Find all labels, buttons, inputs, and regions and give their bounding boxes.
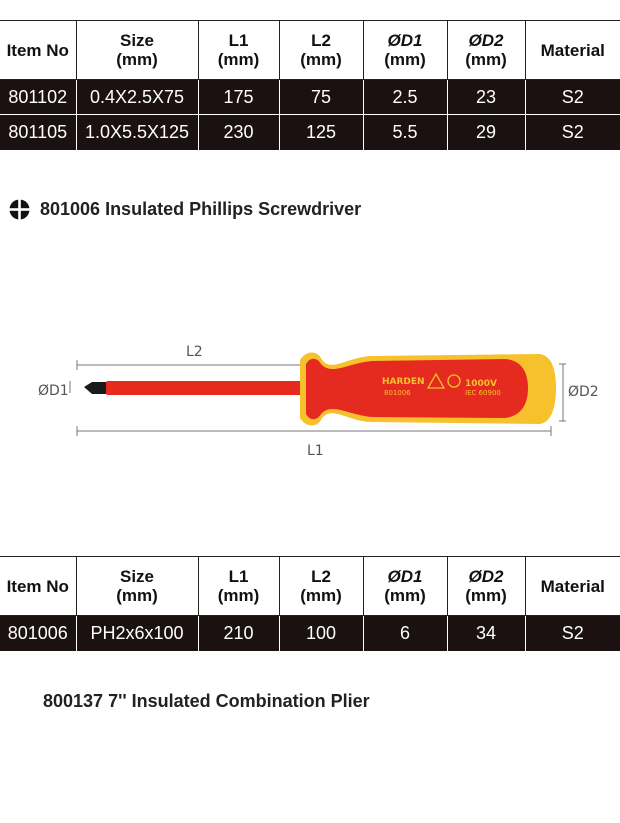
- cell-l2: 125: [279, 115, 363, 150]
- table-row: [0, 80, 620, 115]
- cell-item-no: 801006: [0, 616, 76, 651]
- label-d2: ØD2: [568, 384, 599, 400]
- cell-material: S2: [525, 115, 620, 150]
- cell-l1: 175: [198, 80, 279, 115]
- cell-item-no: 801102: [0, 80, 76, 115]
- handle-standard: IEC 60900: [465, 389, 501, 397]
- handle-model: 801006: [384, 389, 411, 397]
- cell-l1: 230: [198, 115, 279, 150]
- header-d2: ØD2 (mm): [447, 557, 525, 616]
- spec-table-1: [0, 20, 620, 150]
- cell-material: S2: [525, 80, 620, 115]
- cell-d1: 6: [363, 616, 447, 651]
- phillips-cross-icon: [9, 199, 30, 220]
- cell-size: 1.0X5.5X125: [76, 115, 198, 150]
- section-title-text: 800137 7'' Insulated Combination Plier: [43, 691, 370, 711]
- header-material: Material: [525, 21, 620, 80]
- cell-material: S2: [525, 616, 620, 651]
- header-d1: ØD1 (mm): [363, 557, 447, 616]
- header-size: Size (mm): [76, 21, 198, 80]
- header-item-no: Item No: [0, 21, 76, 80]
- header-material: Material: [525, 557, 620, 616]
- header-l2: L2 (mm): [279, 21, 363, 80]
- cell-item-no: 801105: [0, 115, 76, 150]
- spec-table-2: [0, 556, 620, 651]
- table-row: [0, 616, 620, 651]
- screwdriver-tip: [84, 382, 108, 394]
- header-l2: L2 (mm): [279, 557, 363, 616]
- table-header-row: [0, 21, 620, 80]
- cell-d2: 23: [447, 80, 525, 115]
- handle-brand: HARDEN: [382, 377, 425, 387]
- screwdriver-shaft: [106, 381, 310, 395]
- cell-l2: 100: [279, 616, 363, 651]
- header-item-no: Item No: [0, 557, 76, 616]
- handle-voltage: 1000V: [465, 379, 498, 389]
- header-size: Size (mm): [76, 557, 198, 616]
- cell-l1: 210: [198, 616, 279, 651]
- label-l2: L2: [186, 344, 203, 360]
- label-d1: ØD1: [38, 383, 69, 399]
- table-row: [0, 115, 620, 150]
- cell-d1: 2.5: [363, 80, 447, 115]
- cell-d2: 34: [447, 616, 525, 651]
- header-d2: ØD2 (mm): [447, 21, 525, 80]
- cell-d2: 29: [447, 115, 525, 150]
- section-title-text: 801006 Insulated Phillips Screwdriver: [40, 199, 362, 219]
- table-header-row: [0, 557, 620, 616]
- cell-size: PH2x6x100: [76, 616, 198, 651]
- header-d1: ØD1 (mm): [363, 21, 447, 80]
- header-l1: L1 (mm): [198, 557, 279, 616]
- cell-d1: 5.5: [363, 115, 447, 150]
- header-l1: L1 (mm): [198, 21, 279, 80]
- section-title-screwdriver: [9, 199, 361, 220]
- cell-size: 0.4X2.5X75: [76, 80, 198, 115]
- label-l1: L1: [307, 443, 324, 459]
- section-title-plier: [43, 691, 370, 712]
- cell-l2: 75: [279, 80, 363, 115]
